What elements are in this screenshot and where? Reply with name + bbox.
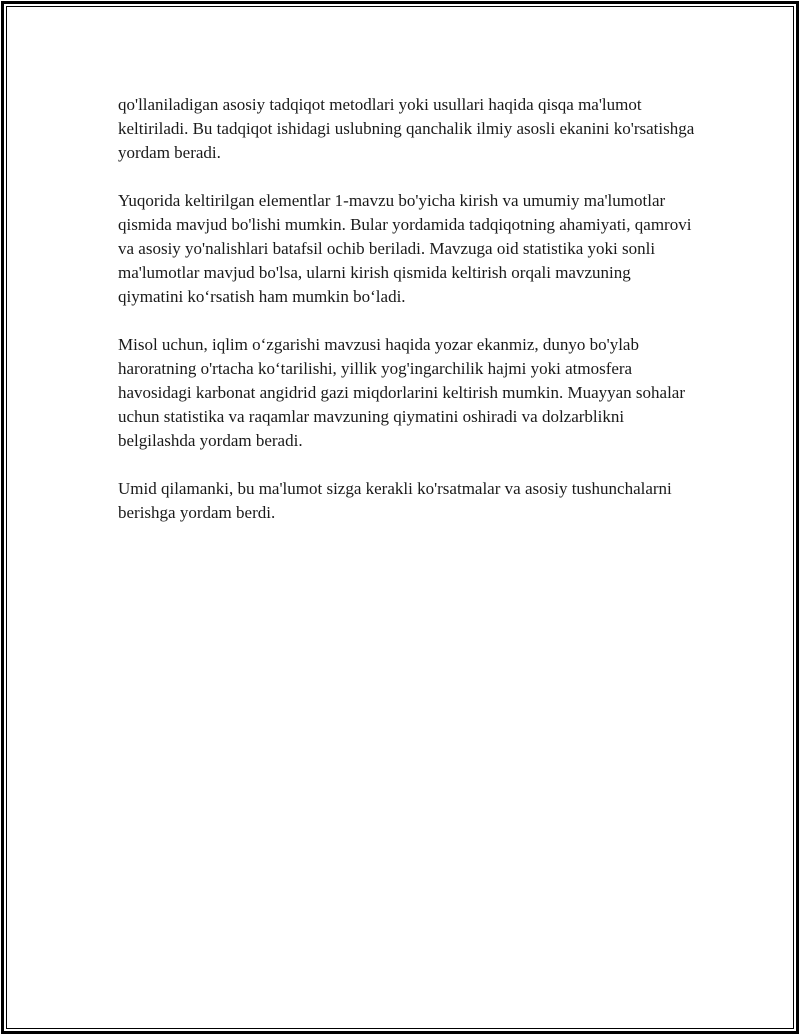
paragraph-1: qo'llaniladigan asosiy tadqiqot metodlari yoki usullari haqida qisqa ma'lumot keltiriladi. Bu tadqiqot ishidagi uslubning qanchalik ilmiy asosli ekanini ko'rsatishga yordam beradi. bbox=[118, 95, 695, 162]
paragraph-2: Yuqorida keltirilgan elementlar 1-mavzu bo'yicha kirish va umumiy ma'lumotlar qismida mavjud bo'lishi mumkin. Bular yordamida tadqiqotning ahamiyati, qamrovi va asosiy yo'nalishlari batafsil ochib beriladi. Mavzuga oid statistika yoki sonli ma'lumotlar mavjud bo'lsa, ularni kirish qismida keltirish orqali mavzuning qiymatini ko‘rsatish ham mumkin bo‘ladi. bbox=[118, 191, 692, 306]
paragraph-4: Umid qilamanki, bu ma'lumot sizga kerakli ko'rsatmalar va asosiy tushunchalarni berishga yordam berdi. bbox=[118, 479, 672, 522]
paragraph-3: Misol uchun, iqlim o‘zgarishi mavzusi haqida yozar ekanmiz, dunyo bo'ylab haroratning o'rtacha ko‘tarilishi, yillik yog'ingarchilik hajmi yoki atmosfera havosidagi karbonat angidrid gazi miqdorlarini keltirish mumkin. Muayyan sohalar uchun statistika va raqamlar mavzuning qiymatini oshiradi va dolzarblikni belgilashda yordam beradi. bbox=[118, 335, 686, 450]
document-body bbox=[118, 93, 698, 549]
